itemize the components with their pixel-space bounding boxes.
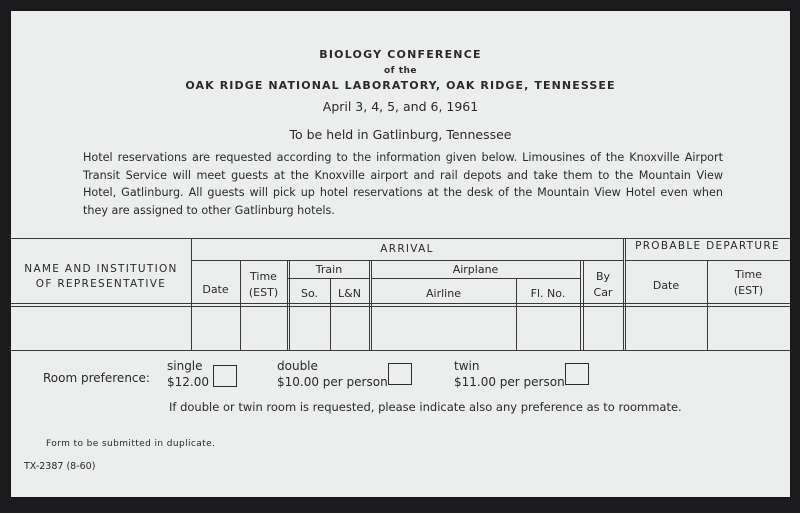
conference-dates: April 3, 4, 5, and 6, 1961: [322, 99, 479, 114]
flight-no-header: Fl. No.: [530, 287, 566, 300]
departure-header: PROBABLE DEPARTURE: [635, 240, 780, 252]
room-preference-label: Room preference:: [43, 371, 150, 385]
train-so-header: So.: [300, 287, 318, 300]
laboratory-name: OAK RIDGE NATIONAL LABORATORY, OAK RIDGE, TENNESSEE: [185, 79, 616, 92]
twin-option-label: twin $11.00 per person: [454, 359, 565, 389]
entry-arrival-time-cell[interactable]: [241, 307, 287, 350]
entry-train-so-cell[interactable]: [290, 307, 330, 350]
entry-train-ln-cell[interactable]: [331, 307, 369, 350]
conference-location: To be held in Gatlinburg, Tennessee: [289, 127, 512, 142]
train-header: Train: [315, 263, 343, 276]
entry-flight-no-cell[interactable]: [517, 307, 580, 350]
twin-room-checkbox[interactable]: [565, 363, 589, 385]
departure-date-header: Date: [652, 279, 680, 292]
double-option-label: double $10.00 per person: [277, 359, 388, 389]
intro-paragraph: Hotel reservations are requested according to the information given below. Limousines of the Knoxville Airport Transit Service will meet guests at the Knoxville airport and rail depots and take them to the Mountain View Hotel, Gatlinburg. All guests will pick up hotel reservations at the desk of the Mountain View Hotel even when they are assigned to other Gatlinburg hotels.: [83, 151, 723, 217]
entry-by-car-cell[interactable]: [584, 307, 623, 350]
duplicate-note: Form to be submitted in duplicate.: [46, 439, 216, 449]
entry-arrival-date-cell[interactable]: [192, 307, 240, 350]
entry-departure-time-cell[interactable]: [708, 307, 790, 350]
name-institution-header: NAME AND INSTITUTION OF REPRESENTATIVE: [24, 263, 178, 290]
reservation-form-card: [11, 11, 790, 497]
conference-title: BIOLOGY CONFERENCE: [319, 48, 482, 61]
conference-of: of the: [383, 66, 418, 76]
entry-departure-date-cell[interactable]: [626, 307, 707, 350]
by-car-header: By Car: [593, 270, 613, 299]
roommate-note: If double or twin room is requested, please indicate also any preference as to roommate.: [169, 400, 682, 414]
airline-header: Airline: [426, 287, 461, 300]
arrival-time-header: Time (EST): [248, 270, 279, 299]
departure-time-header: Time (EST): [733, 268, 764, 297]
airplane-header: Airplane: [452, 263, 499, 276]
arrival-header: ARRIVAL: [380, 243, 434, 255]
double-room-checkbox[interactable]: [388, 363, 412, 385]
arrival-date-header: Date: [202, 283, 229, 296]
entry-airline-cell[interactable]: [372, 307, 516, 350]
single-option-label: single $12.00: [167, 359, 209, 389]
entry-name-cell[interactable]: [11, 307, 191, 350]
single-room-checkbox[interactable]: [213, 365, 237, 387]
form-number: TX-2387 (8-60): [24, 461, 96, 472]
train-ln-header: L&N: [338, 287, 361, 300]
